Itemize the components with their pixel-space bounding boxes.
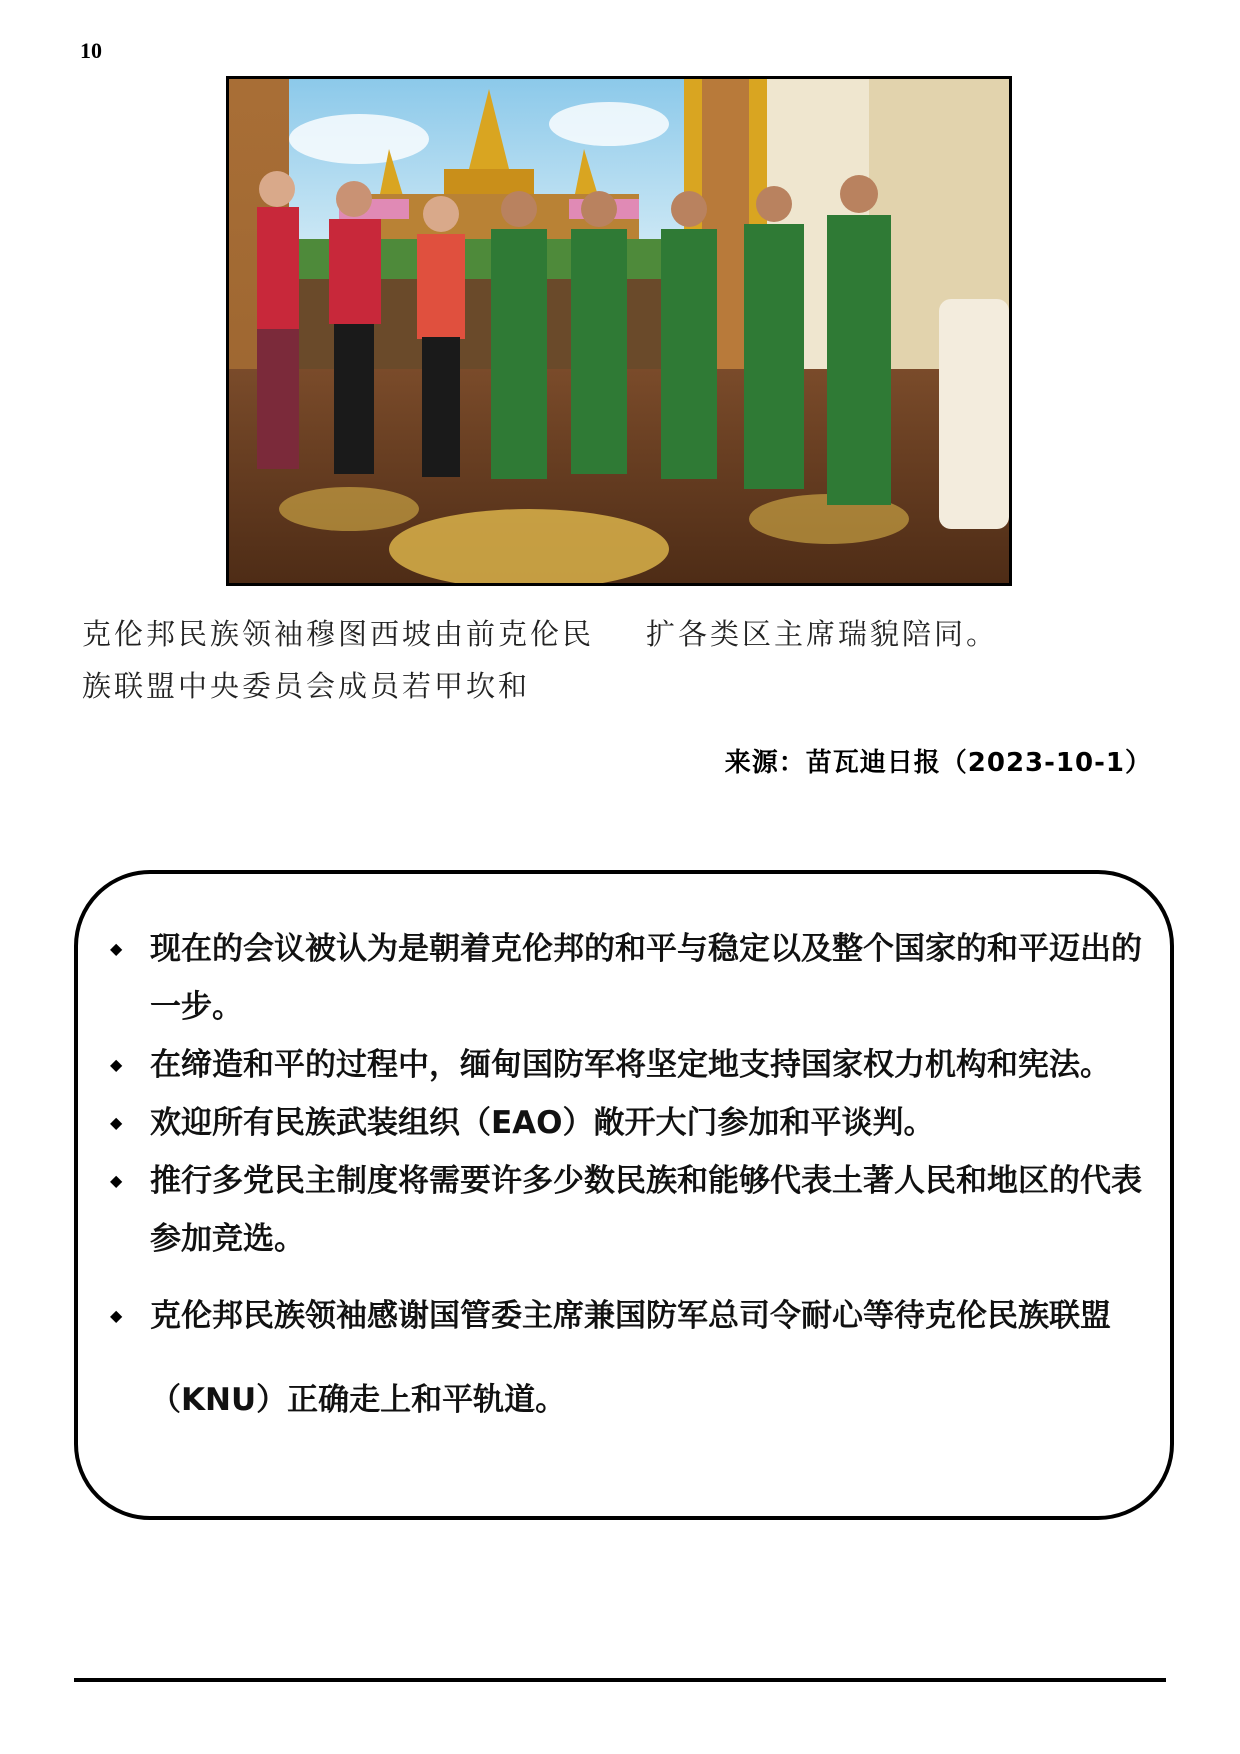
diamond-bullet-icon: ◆ [110,1055,123,1074]
person-karen-1 [257,171,299,469]
person-general-2 [571,191,627,474]
page-number: 10 [80,38,102,63]
summary-item [108,920,1158,1036]
summary-item [108,1094,1158,1152]
person-general-3 [661,191,717,479]
summary-item [108,1152,1158,1268]
person-general-4 [744,186,804,489]
person-general-5 [827,175,891,505]
footer-rule [74,1678,1166,1682]
summary-item-text: 在缔造和平的过程中，缅甸国防军将坚定地支持国家权力机构和宪法。 [150,1047,1111,1083]
summary-list [108,920,1158,1442]
person-karen-2 [329,181,381,474]
summary-item [108,1274,1158,1442]
person-karen-3 [417,196,465,477]
group-photo [226,76,1012,586]
diamond-bullet-icon: ◆ [110,939,123,958]
summary-item [108,1036,1158,1094]
group-photo-illustration [229,79,1009,583]
summary-item-text: 现在的会议被认为是朝着克伦邦的和平与稳定以及整个国家的和平迈出的一步。 [150,931,1142,1025]
photo-caption-left: 克伦邦民族领袖穆图西坡由前克伦民族联盟中央委员会成员若甲坎和 [82,617,595,703]
summary-box [74,870,1174,1520]
diamond-bullet-icon: ◆ [110,1113,123,1132]
diamond-bullet-icon: ◆ [110,1171,123,1190]
summary-item-text: 克伦邦民族领袖感谢国管委主席兼国防军总司令耐心等待克伦民族联盟（KNU）正确走上和平轨道。 [150,1298,1111,1418]
summary-item-text: 推行多党民主制度将需要许多少数民族和能够代表土著人民和地区的代表参加竞选。 [150,1163,1142,1257]
person-general-1 [491,191,547,479]
photo-caption-right: 扩各类区主席瑞貌陪同。 [646,617,999,651]
source-citation: 来源：苗瓦迪日报（2023-10-1） [724,748,1152,778]
diamond-bullet-icon: ◆ [110,1306,123,1325]
summary-item-text: 欢迎所有民族武装组织（EAO）敞开大门参加和平谈判。 [150,1105,935,1141]
